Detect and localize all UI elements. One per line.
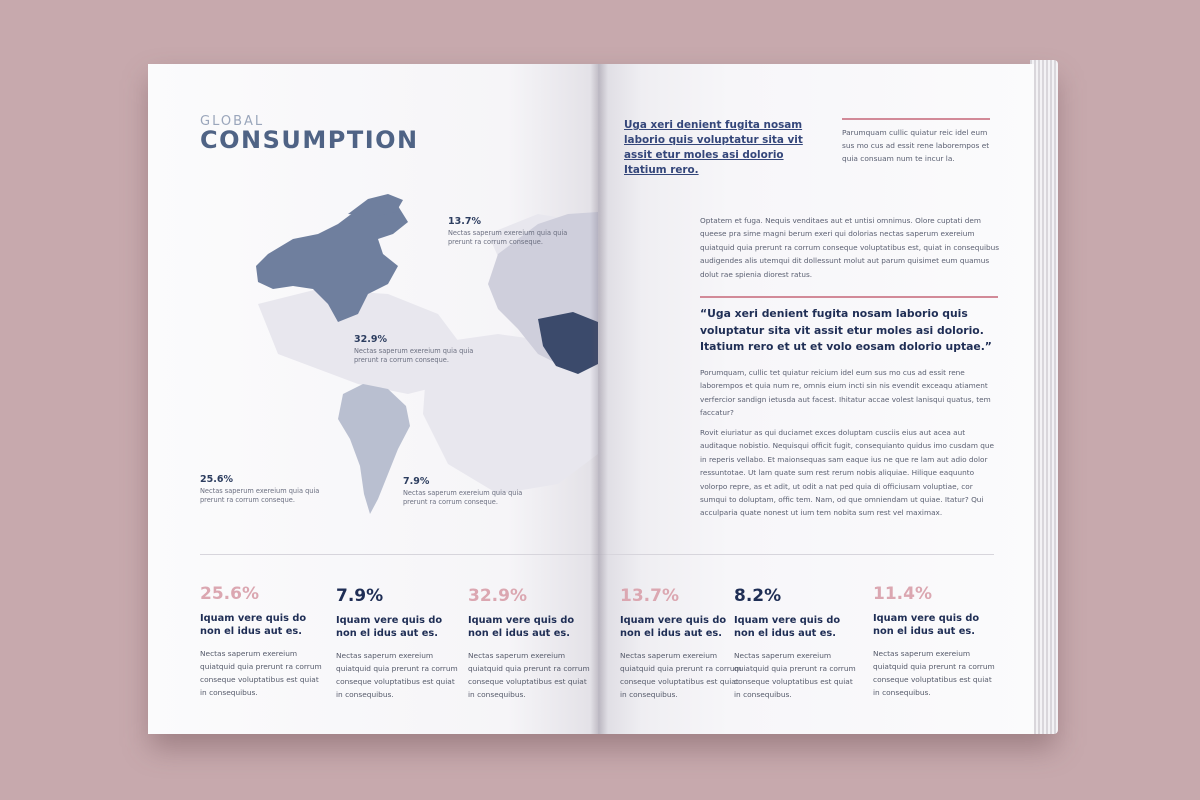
body-paragraph-3: Rovit eiuriatur as qui duciamet exces doluptam cusciis eius aut acea aut auditaque nobistio. Nequisqui officit fugit, consequianto quidus imo cusdam que in reperis vellabo. Et maionsequas sam eaque ius ne que re lam aut adio dolor ressuntotae. Ut lam quate sum rest rerum nobis aliquiae. Hilique eaquunto volorpo repre, as et adit, ut odit a nat ped quia di officiusam voluptiae, cor sumqui to doluptam, offic tem. Nam, od que omniendam ut quiae. Itatur? Qui acculparia quate nonest ut ium tem nobita sum rest vel maximax. [700, 428, 995, 518]
section-kicker: GLOBAL [200, 114, 265, 129]
pink-rule-quote [700, 296, 998, 298]
stat-heading: Iquam vere quis do non el idus aut es. [734, 615, 841, 639]
stat-block [734, 586, 858, 701]
stat-heading: Iquam vere quis do non el idus aut es. [336, 615, 443, 639]
callout-text: Nectas saperum exereium quia quia prerunt ra corrum conseque. [354, 347, 474, 364]
left-page [148, 64, 598, 734]
pink-rule-top [842, 118, 990, 120]
stat-body: Nectas saperum exereium quiatquid quia prerunt ra corrum conseque voluptatibus est quiat in consequibus. [734, 651, 856, 699]
page-title: CONSUMPTION [200, 126, 419, 154]
callout-percent: 25.6% [200, 474, 233, 485]
body-paragraph-2: Porumquam, cullic tet quiatur reicium idel eum sus mo cus ad essit rene laborempos et quia num re, omnis eium incti sin nis evendit exceaqu atiament verfercior sandign ietusda aut facest. Ihitatur accae volest lanisqui quatus, tem faccatur? [700, 368, 991, 418]
stat-number: 25.6% [200, 584, 259, 604]
stat-block [873, 584, 997, 699]
callout-percent: 32.9% [354, 334, 387, 345]
stat-heading: Iquam vere quis do non el idus aut es. [873, 613, 980, 637]
page-edges [1030, 60, 1058, 734]
stat-block [468, 586, 592, 701]
side-text: Parumquam cullic quiatur reic idel eum sus mo cus ad essit rene laborempos et quia consuam num te incur la. [842, 128, 990, 163]
stat-block [336, 586, 460, 701]
callout-13-7 [448, 216, 588, 247]
callout-32-9 [354, 334, 494, 365]
callout-text: Nectas saperum exereium quia quia prerunt ra corrum conseque. [403, 489, 523, 506]
stat-body: Nectas saperum exereium quiatquid quia prerunt ra corrum conseque voluptatibus est quiat in consequibus. [336, 651, 458, 699]
stat-number: 13.7% [620, 586, 679, 606]
right-page [598, 64, 1034, 734]
stat-number: 8.2% [734, 586, 782, 606]
stat-heading: Iquam vere quis do non el idus aut es. [200, 613, 307, 637]
stat-heading: Iquam vere quis do non el idus aut es. [468, 615, 575, 639]
body-paragraph-1: Optatem et fuga. Nequis venditaes aut et untisi omnimus. Olore cuptati dem queese pra sime magni berum exeri qui dolorias nectas saperum exereium quiatquid quia prerunt ra corrum conseque voluptatibus est, quiat in consequibus audigendes alis utemqui dit dollessunt molut aut parum quisimet eum quamus dolut rae spienia diorest ratus. [700, 216, 1000, 279]
stat-number: 7.9% [336, 586, 384, 606]
callout-text: Nectas saperum exereium quia quia prerunt ra corrum conseque. [448, 229, 568, 246]
divider-line [200, 554, 598, 555]
stat-body: Nectas saperum exereium quiatquid quia prerunt ra corrum conseque voluptatibus est quiat in consequibus. [873, 649, 995, 697]
stat-body: Nectas saperum exereium quiatquid quia prerunt ra corrum conseque voluptatibus est quiat in consequibus. [468, 651, 590, 699]
divider-line [598, 554, 994, 555]
lead-text: Uga xeri denient fugita nosam laborio quis voluptatur sita vit assit etur moles asi dolorio Itatium rero. [624, 119, 803, 176]
book-spine [590, 64, 608, 734]
callout-25-6 [200, 474, 340, 505]
south-america-shape [338, 384, 410, 514]
stat-body: Nectas saperum exereium quiatquid quia prerunt ra corrum conseque voluptatibus est quiat in consequibus. [620, 651, 742, 699]
callout-7-9 [403, 476, 543, 507]
stat-block [620, 586, 744, 701]
stat-number: 32.9% [468, 586, 527, 606]
callout-percent: 13.7% [448, 216, 481, 227]
callout-text: Nectas saperum exereium quia quia prerunt ra corrum conseque. [200, 487, 320, 504]
stat-heading: Iquam vere quis do non el idus aut es. [620, 615, 727, 639]
callout-percent: 7.9% [403, 476, 430, 487]
stat-body: Nectas saperum exereium quiatquid quia prerunt ra corrum conseque voluptatibus est quiat in consequibus. [200, 649, 322, 697]
stat-number: 11.4% [873, 584, 932, 604]
stat-block [200, 584, 324, 699]
pull-quote: “Uga xeri denient fugita nosam laborio quis voluptatur sita vit assit etur moles asi dolorio. Itatium rero et ut et volo eosam dolorio uptae.” [700, 307, 992, 353]
